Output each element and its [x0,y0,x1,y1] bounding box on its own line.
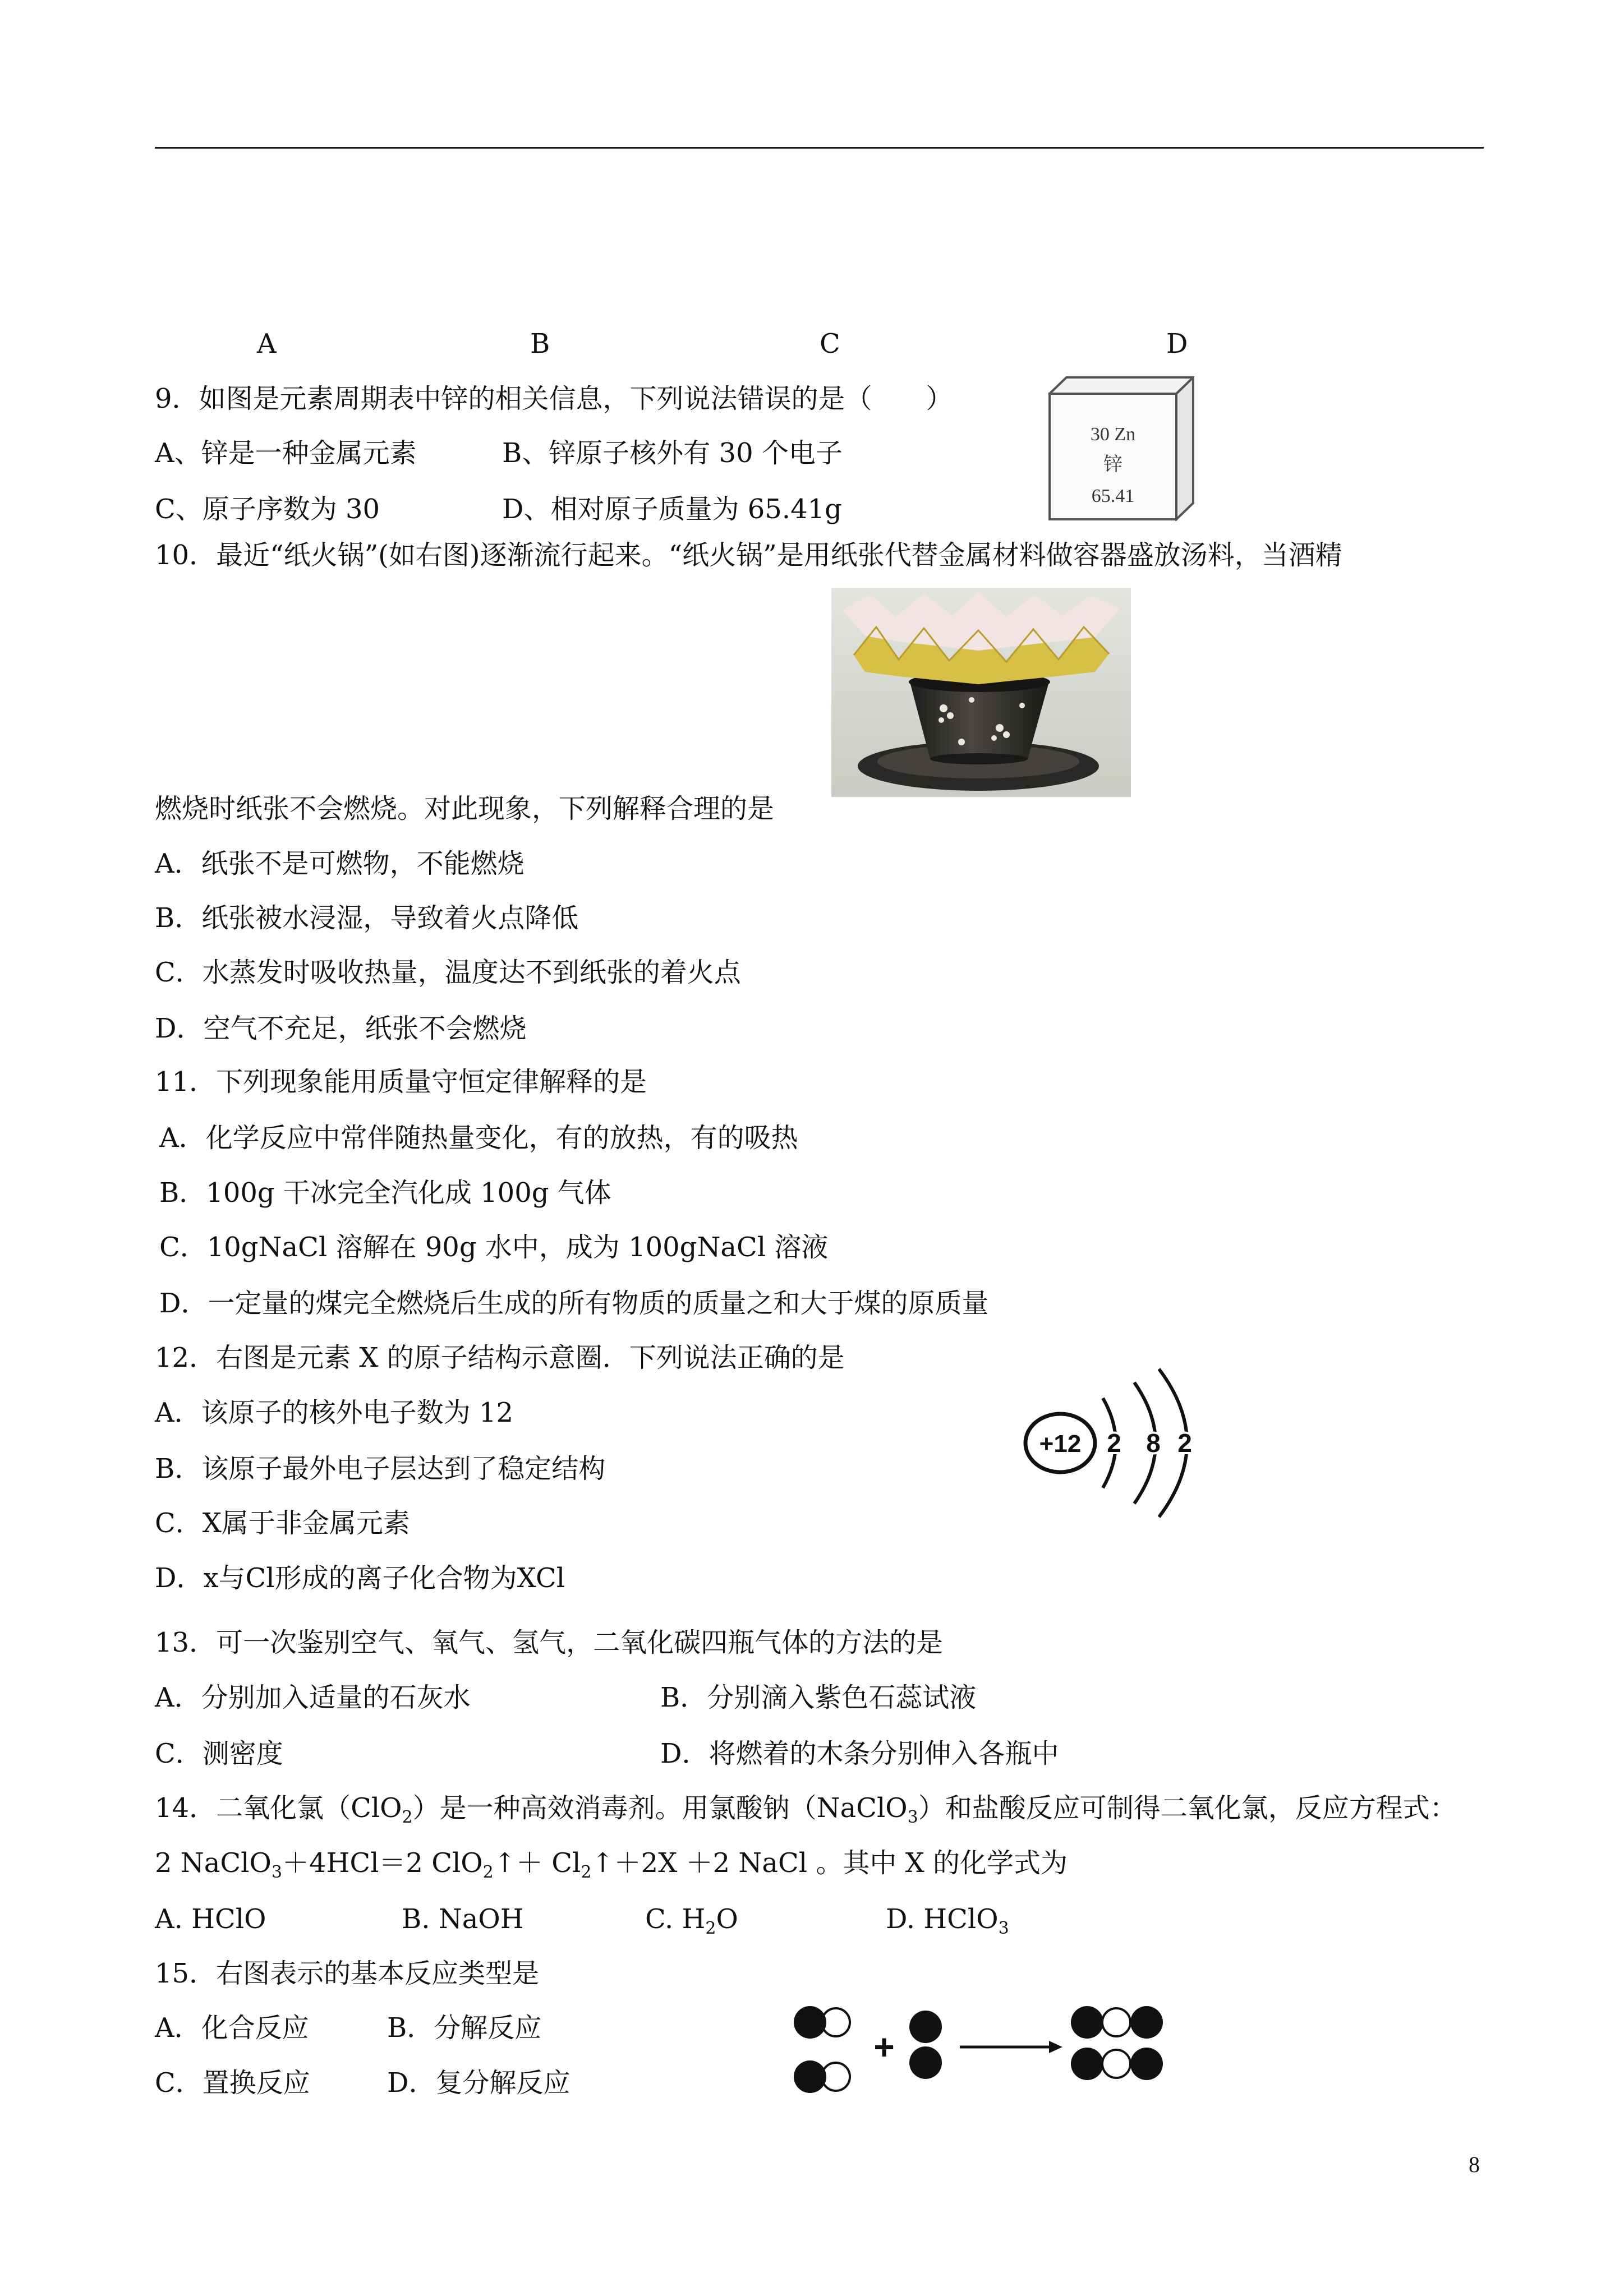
q14-option-c-subscript: 2 [705,1919,716,1938]
black-atom [909,2011,942,2043]
atom-structure-diagram [1019,1366,1198,1520]
nucleus-charge: +12 [1039,1430,1082,1458]
q14-line1-subscript-2: 3 [907,1808,918,1827]
prev-option-label-b: B [530,328,550,359]
zinc-name: 锌 [1103,453,1122,476]
q14-eq-subscript-2: 2 [482,1862,494,1882]
reaction-molecule-diagram [790,2004,1166,2096]
page-number: 8 [1469,2152,1480,2177]
q10-option-b: B．纸张被水浸湿，导致着火点降低 [155,902,579,934]
q15-option-d: D．复分解反应 [387,2067,571,2099]
paper-hotpot-photo [831,588,1131,797]
q12-option-a: A．该原子的核外电子数为 12 [155,1397,514,1428]
q14-option-c-text-1: C. H [645,1903,706,1935]
q14-line1-text-1: 14．二氧化氯（ClO [155,1792,402,1824]
product-molecule-1 [1071,2006,1163,2039]
q12-stem: 12．右图是元素 X 的原子结构示意圈．下列说法正确的是 [155,1342,845,1373]
electron-shell-2-count: 8 [1146,1428,1161,1458]
q15-stem: 15．右图表示的基本反应类型是 [155,1958,540,1989]
q14-eq-text-1: 2 NaClO [155,1847,272,1879]
q13-option-d: D．将燃着的木条分别伸入各瓶中 [660,1738,1059,1769]
q14-option-d-subscript: 3 [998,1919,1009,1938]
plus-sign: + [873,2027,895,2067]
cube-top-face [1050,377,1193,394]
q9-option-c: C、原子序数为 30 [155,494,380,525]
q14-eq-text-4: ↑＋2X ＋2 NaCl 。其中 X 的化学式为 [591,1847,1068,1879]
q11-option-c: C．10gNaCl 溶解在 90g 水中，成为 100gNaCl 溶液 [159,1232,829,1263]
q9-option-d: D、相对原子质量为 65.41g [502,494,842,525]
q15-option-b: B．分解反应 [387,2012,542,2044]
white-atom [1102,2050,1130,2078]
q9-option-b: B、锌原子核外有 30 个电子 [502,437,843,469]
q11-option-d: D．一定量的煤完全燃烧后生成的所有物质的质量之和大于煤的原质量 [159,1288,989,1319]
q11-stem: 11．下列现象能用质量守恒定律解释的是 [155,1066,647,1098]
electron-shell-3-count: 2 [1177,1428,1192,1458]
black-atom [1130,2006,1163,2039]
q14-eq-text-2: ＋4HCl＝2 ClO [282,1847,483,1879]
q12-option-c: C．X属于非金属元素 [155,1507,410,1539]
q14-eq-subscript-3: 2 [581,1862,592,1882]
black-atom [1130,2048,1163,2080]
q10-option-d: D．空气不充足，纸张不会燃烧 [155,1013,527,1044]
zinc-periodic-cell-figure [1048,376,1194,521]
q14-line1-text-3: ）和盐酸反应可制得二氧化氯，反应方程式： [918,1792,1457,1824]
q14-equation-line [155,1846,1068,1880]
q11-option-b: B．100g 干冰完全汽化成 100g 气体 [159,1177,611,1209]
q15-option-a: A．化合反应 [155,2012,309,2044]
q14-option-c-text-2: O [716,1903,738,1935]
reactant-molecule-1 [794,2006,850,2039]
q14-option-b-text: B. NaOH [402,1903,524,1935]
black-atom [794,2006,826,2039]
black-atom [1071,2048,1103,2080]
q13-option-c: C．测密度 [155,1738,283,1769]
pot-base [930,753,1028,764]
q14-line1-subscript-1: 2 [402,1808,413,1827]
q10-stem-line2: 燃烧时纸张不会燃烧。对此现象，下列解释合理的是 [155,793,775,824]
q9-option-a: A、锌是一种金属元素 [155,437,417,469]
q13-stem: 13．可一次鉴别空气、氧气、氢气，二氧化碳四瓶气体的方法的是 [155,1627,944,1658]
q14-option-d-text: D. HClO [886,1903,999,1935]
zinc-mass: 65.41 [1091,486,1135,506]
q11-option-a: A．化学反应中常伴随热量变化，有的放热，有的吸热 [159,1122,798,1154]
prev-option-label-c: C [820,328,840,359]
q14-stem-line1 [155,1791,1457,1825]
q14-option-b [402,1902,524,1936]
q13-option-a: A．分别加入适量的石灰水 [155,1682,471,1713]
pot-body [910,682,1049,759]
q12-option-d: D．x与Cl形成的离子化合物为XCl [155,1562,565,1594]
q9-stem: 9．如图是元素周期表中锌的相关信息，下列说法错误的是（ ） [155,383,953,414]
header-rule [155,147,1484,149]
q13-option-b: B．分别滴入紫色石蕊试液 [660,1682,977,1713]
q14-option-d [886,1902,1009,1936]
product-molecule-2 [1071,2048,1163,2080]
cube-side-face [1176,377,1193,519]
black-atom [909,2046,942,2079]
white-atom [1102,2008,1130,2036]
reactant-molecule-2 [794,2060,850,2093]
reaction-arrow-head [1049,2041,1062,2053]
q14-eq-subscript-1: 3 [271,1862,282,1882]
q10-option-a: A．纸张不是可燃物，不能燃烧 [155,848,525,879]
reactant-diatomic-molecule [909,2011,942,2079]
electron-shell-1-count: 2 [1107,1428,1121,1458]
q14-option-c [645,1902,738,1936]
q10-stem-line1: 10．最近“纸火锅”(如右图)逐渐流行起来。“纸火锅”是用纸张代替金属材料做容器盛放汤料，当酒精 [155,540,1342,571]
zinc-number-symbol: 30 Zn [1090,424,1136,445]
q14-line1-text-2: ）是一种高效消毒剂。用氯酸钠（NaClO [412,1792,908,1824]
q14-option-a [155,1902,266,1936]
q15-option-c: C．置换反应 [155,2067,310,2099]
prev-option-label-a: A [257,328,277,359]
q10-option-c: C．水蒸发时吸收热量，温度达不到纸张的着火点 [155,957,741,988]
q12-option-b: B．该原子最外电子层达到了稳定结构 [155,1453,606,1484]
q14-option-a-text: A. HClO [155,1903,266,1935]
black-atom [794,2060,826,2093]
black-atom [1071,2006,1103,2039]
prev-option-label-d: D [1166,328,1188,359]
q14-eq-text-3: ↑＋ Cl [493,1847,581,1879]
